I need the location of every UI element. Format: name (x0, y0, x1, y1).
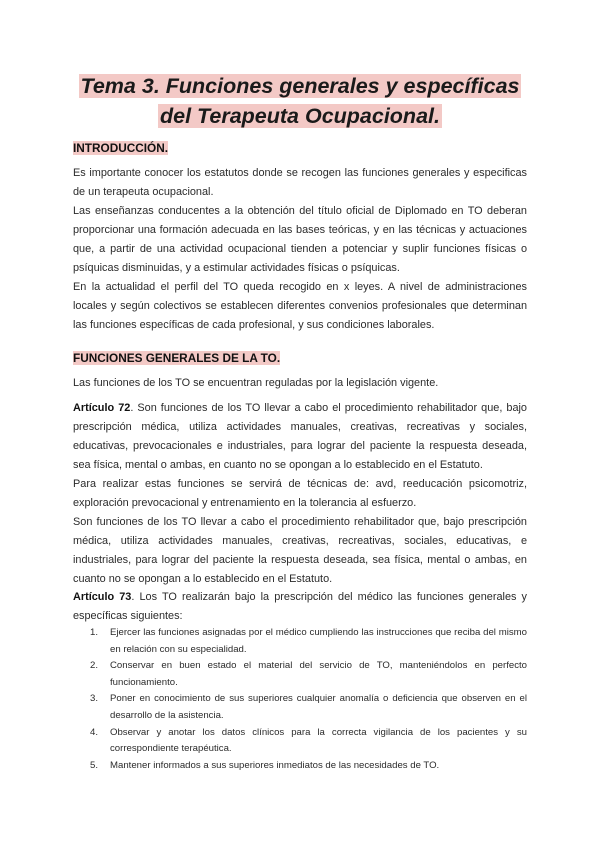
paragraph: Para realizar estas funciones se servirá de técnicas de: avd, reeducación psicomotriz, exploración prevocacional y entrenamiento en la tolerancia al esfuerzo. (73, 478, 527, 509)
introduccion-body (73, 164, 527, 335)
funciones-generales-intro (73, 374, 527, 393)
paragraph: Las enseñanzas conducentes a la obtención del título oficial de Diplomado en TO deberan proporcionar una formación adecuada en las bases teóricas, y en las técnicas y actuaciones que, a partir de una actividad ocupacional tienden a potenciar y suplir funciones físicas o psíquicas disminuidas, y a estimular actividades físicas o psíquicas. (73, 205, 527, 274)
list-item: 3. Poner en conocimiento de sus superiores cualquier anomalía o deficiencia que observen en el desarrollo de la asistencia. (90, 693, 527, 721)
list-item: 2. Conservar en buen estado el material del servicio de TO, manteniéndolos en perfecto funcionamiento. (90, 660, 527, 688)
introduccion-heading: INTRODUCCIÓN. (73, 141, 169, 155)
articulo-72-block (73, 399, 527, 589)
list-item: 4. Observar y anotar los datos clínicos para la correcta vigilancia de los pacientes y su correspondiente terapéutica. (90, 726, 527, 755)
funciones-list (80, 625, 527, 774)
article-label: Artículo 72 (73, 402, 131, 414)
title-line-2: del Terapeuta Ocupacional. (160, 104, 440, 128)
articulo-73-block (73, 588, 527, 626)
paragraph: En la actualidad el perfil del TO queda recogido en x leyes. A nivel de administraciones locales y según colectivos se establecen diferentes convenios profesionales que determinan las funciones específicas de cada profesional, y sus condiciones laborales. (73, 281, 527, 331)
page-title (72, 71, 528, 131)
title-line-1: Tema 3. Funciones generales y específicas (80, 74, 520, 98)
paragraph: Artículo 73. Los TO realizarán bajo la prescripción del médico las funciones generales y específicas siguientes: (73, 591, 527, 622)
list-item: 5. Mantener informados a sus superiores inmediatos de las necesidades de TO. (90, 759, 440, 771)
paragraph: Es importante conocer los estatutos donde se recogen las funciones generales y especificas de un terapeuta ocupacional. (73, 167, 527, 198)
paragraph: Artículo 72. Son funciones de los TO llevar a cabo el procedimiento rehabilitador que, bajo prescripción médica, utiliza actividades manuales, creativas, recreativas y sociales, educativas, prevocacionales e industriales, para lograr del paciente la respuesta deseada, sea física, mental o ambas, en cuanto no se opongan a lo establecido en el Estatuto. (73, 402, 527, 471)
paragraph: Son funciones de los TO llevar a cabo el procedimiento rehabilitador que, bajo prescripción médica, utiliza actividades manuales, creativas, recreativas, sociales, educativas, e industriales, para lograr del paciente la respuesta deseada, sea física, mental o ambas, en cuanto no se opongan a lo establecido en el Estatuto. (73, 516, 527, 585)
article-label: Artículo 73 (73, 591, 132, 603)
list-item: 1. Ejercer las funciones asignadas por el médico cumpliendo las instrucciones que reciba del mismo en relación con su especialidad. (90, 627, 527, 655)
paragraph: Las funciones de los TO se encuentran reguladas por la legislación vigente. (73, 377, 439, 389)
funciones-generales-heading: FUNCIONES GENERALES DE LA TO. (73, 351, 281, 365)
